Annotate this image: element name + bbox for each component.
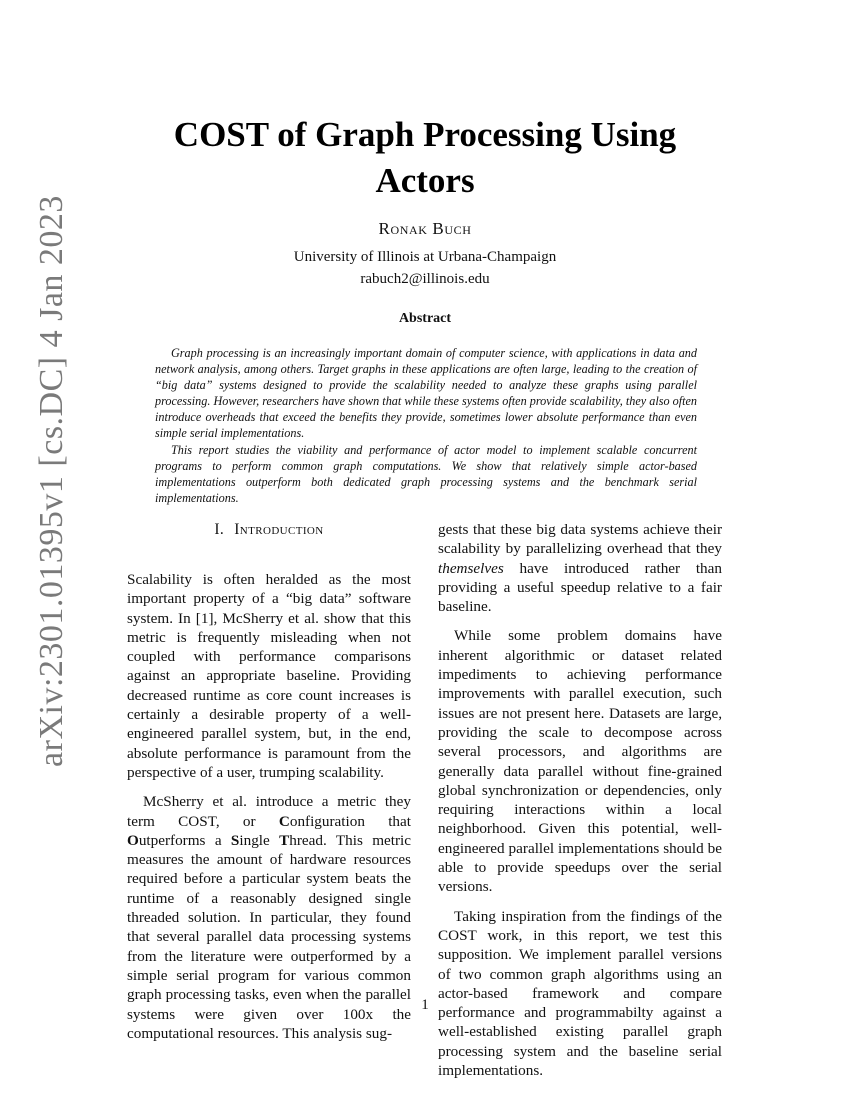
- emphasis-text: themselves: [438, 559, 504, 577]
- body-paragraph: While some problem domains have inherent algorithmic or dataset related impediments to achieving performance improvements with parallel execution, such issues are not present here. Datasets are large, providing the scale to decompose across several processors, and algorithms are generally data parallel without fine-grained global synchronization or dependencies, only requiring interactions within a local neighborhood. Given this potential, well-engineered parallel implementations should be able to provide speedups over the serial versions.: [438, 627, 722, 896]
- author-affiliation: University of Illinois at Urbana-Champaign: [293, 249, 557, 265]
- bold-letter: S: [230, 831, 240, 849]
- text-run: utperforms a: [138, 831, 231, 849]
- paper-title: COST of Graph Processing Using Actors: [173, 115, 677, 200]
- left-column: [127, 520, 411, 1053]
- section-name: Introduction: [234, 521, 324, 538]
- body-paragraph: Scalability is often heralded as the most important property of a “big data” software system. In [1], McSherry et al. show that this metric is frequently misleading when not coupled with performance comparisons against an appropriate baseline. Providing decreased runtime as core count increases is certainly a desirable property of a well-engineered parallel system, but, in the end, absolute performance is paramount from the perspective of a user, trumping scalability.: [127, 571, 411, 781]
- bold-letter: T: [279, 831, 290, 849]
- text-run: have introduced rather than providing a useful speedup relative to a fair baseline.: [438, 559, 722, 616]
- section-heading: [127, 520, 411, 540]
- page-number: 1: [421, 997, 429, 1013]
- body-paragraph: Taking inspiration from the findings of the COST work, in this report, we test this supposition. We implement parallel versions of two common graph algorithms using an actor-based framework and compare performance and programmabilty against a well-established existing parallel graph processing system and the baseline serial implementations.: [438, 907, 722, 1080]
- text-run: onfiguration that: [289, 812, 411, 830]
- body-paragraph-continued: [438, 520, 722, 616]
- title-block: [128, 112, 722, 290]
- abstract-paragraph: Graph processing is an increasingly important domain of computer science, with applications in data and network analysis, among others. Target graphs in these applications are often large, leading to the creation of “big data” systems designed to provide the scalability needed to analyze these graphs using parallel processing. However, researchers have shown that while these systems often provide scalability, they also often introduce overheads that exceed the benefits they provide, sometimes lower absolute performance than even simple serial implementations.: [155, 346, 697, 441]
- arxiv-identifier-stamp: arXiv:2301.01395v1 [cs.DC] 4 Jan 2023: [33, 195, 70, 767]
- bold-letter: O: [127, 831, 139, 849]
- bold-letter: C: [278, 812, 290, 830]
- text-run: ingle: [239, 831, 280, 849]
- author-name: Ronak Buch: [378, 219, 472, 238]
- text-run: McSherry et al. introduce a metric they term COST, or: [127, 793, 411, 830]
- abstract-paragraph: This report studies the viability and performance of actor model to implement scalable concurrent programs to perform common graph computations. We show that relatively simple actor-based implementations outperform both dedicated graph processing systems and the benchmark serial implementations.: [155, 442, 697, 505]
- author-email: rabuch2@illinois.edu: [360, 271, 490, 287]
- text-run: gests that these big data systems achieve their scalability by parallelizing overhead that they: [438, 521, 722, 558]
- section-number: I.: [214, 521, 225, 538]
- text-run: hread. This metric measures the amount of hardware resources required before a particular system beats the runtime of a reasonably designed single threaded solution. In particular, they found that several parallel data processing systems from the literature were outperformed by a simple serial program for various common graph processing tasks, even when the parallel systems were given over 100x the computational resources. This analysis sug-: [127, 831, 411, 1042]
- abstract-body: [155, 345, 697, 506]
- abstract-heading: Abstract: [398, 311, 452, 326]
